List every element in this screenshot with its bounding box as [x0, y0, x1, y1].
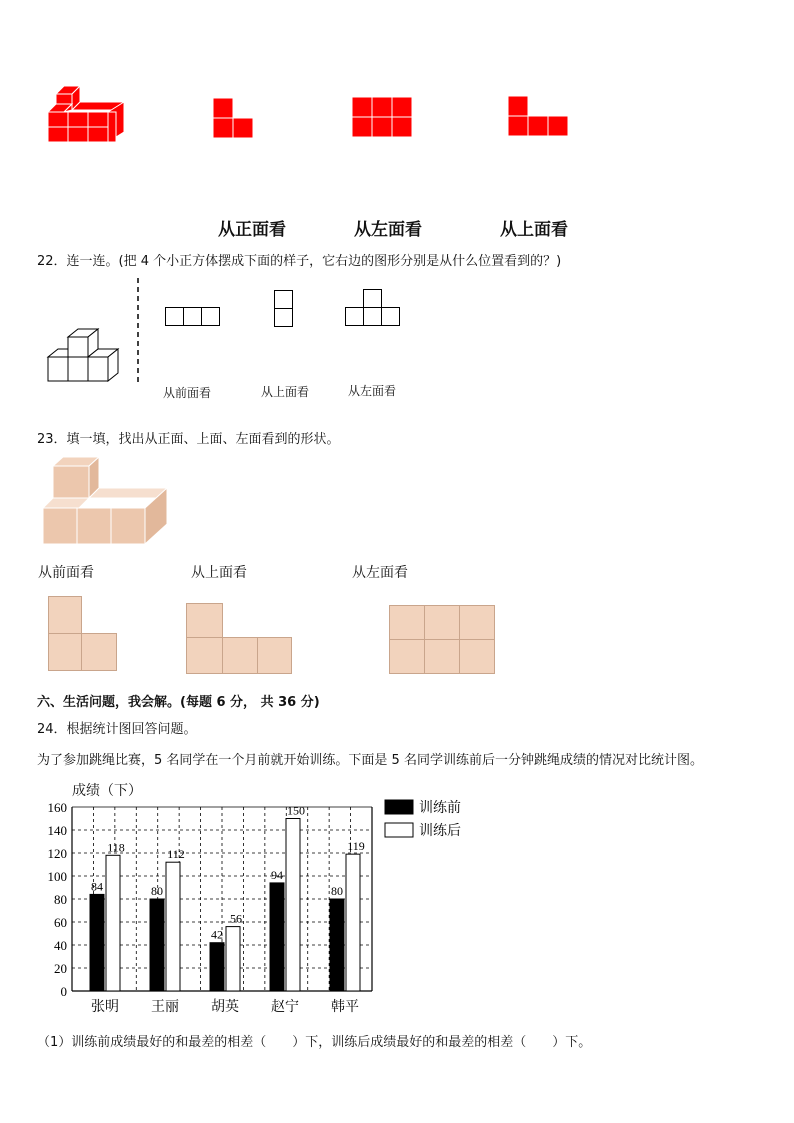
chart-ylabel: 成绩（下） [72, 783, 142, 799]
q24-desc: 为了参加跳绳比赛，5 名同学在一个月前就开始训练。下面是 5 名同学训练前后一分钟跳绳成绩的情况对比统计图。 [37, 753, 703, 768]
bar-before [270, 883, 284, 991]
bar-after [166, 862, 180, 991]
bar-value-label: 112 [167, 847, 185, 862]
q24-text: 24．根据统计图回答问题。 [37, 722, 197, 737]
bar-value-label: 150 [287, 803, 305, 818]
top-label-front: 从正面看 [218, 220, 286, 240]
q23-text: 23．填一填，找出从正面、上面、左面看到的形状。 [37, 432, 340, 447]
bar-value-label: 56 [230, 911, 242, 926]
legend-swatch [385, 823, 413, 837]
x-category-label: 张明 [91, 999, 119, 1015]
top-label-top: 从上面看 [500, 220, 568, 240]
y-tick-label: 60 [54, 915, 67, 930]
x-category-label: 韩平 [331, 999, 359, 1015]
section-6-title: 六、生活问题，我会解。(每题 6 分， 共 36 分) [37, 695, 320, 710]
bar-before [150, 899, 164, 991]
x-category-label: 胡英 [211, 999, 239, 1015]
q24-sub1: （1）训练前成绩最好的和最差的相差（ ）下，训练后成绩最好的和最差的相差（ ）下。 [37, 1035, 592, 1050]
q23-label-left: 从左面看 [352, 565, 408, 581]
q23-label-front: 从前面看 [38, 565, 94, 581]
x-category-label: 王丽 [151, 999, 179, 1015]
x-category-label: 赵宁 [271, 999, 299, 1015]
y-tick-label: 120 [47, 846, 67, 861]
bar-before [90, 894, 104, 991]
q22-label-left: 从左面看 [348, 384, 397, 398]
bar-value-label: 119 [347, 839, 365, 854]
y-tick-label: 40 [54, 938, 67, 953]
legend-swatch [385, 800, 413, 814]
y-tick-label: 160 [47, 800, 67, 815]
q22-label-front: 从前面看 [163, 386, 212, 400]
y-tick-label: 140 [47, 823, 67, 838]
bar-after [226, 927, 240, 991]
bar-value-label: 80 [331, 884, 343, 898]
y-tick-label: 100 [47, 869, 67, 884]
bar-before [210, 943, 224, 991]
bar-value-label: 94 [271, 867, 283, 882]
bar-after [346, 854, 360, 991]
q23-label-top: 从上面看 [191, 565, 247, 581]
bar-value-label: 80 [151, 884, 163, 898]
q22-label-top: 从上面看 [261, 385, 310, 399]
y-tick-label: 80 [54, 892, 67, 907]
bar-after [106, 855, 120, 991]
bar-value-label: 84 [91, 879, 103, 894]
bar-value-label: 42 [211, 927, 223, 942]
top-label-left: 从左面看 [354, 220, 422, 240]
bar-value-label: 118 [107, 840, 125, 855]
bar-before [330, 899, 344, 991]
y-tick-label: 0 [60, 984, 67, 999]
legend-label: 训练前 [419, 800, 461, 816]
y-tick-label: 20 [54, 961, 67, 976]
q22-text: 22．连一连。(把 4 个小正方体摆成下面的样子，它右边的图形分别是从什么位置看到的？) [37, 254, 562, 269]
bar-after [286, 819, 300, 992]
legend-label: 训练后 [419, 823, 461, 839]
